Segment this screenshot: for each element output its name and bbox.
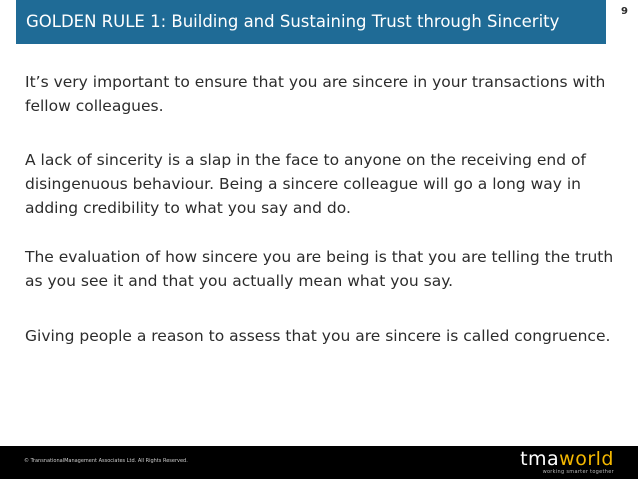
paragraph-2: A lack of sincerity is a slap in the face to anyone on the receiving end of disingenuous behaviour. Being a sincere colleague will go a long way in adding credibility to what you say and do. (25, 151, 586, 217)
tmaworld-logo (520, 449, 614, 475)
logo-wordmark (520, 449, 614, 469)
logo-tagline: working smarter together (542, 469, 614, 475)
paragraph-1: It’s very important to ensure that you are sincere in your transactions with fellow colleagues. (25, 73, 606, 115)
slide-footer (0, 446, 638, 479)
paragraph-4: Giving people a reason to assess that you are sincere is called congruence. (25, 327, 611, 345)
copyright-notice: © TransnationalManagement Associates Ltd. All Rights Reserved. (24, 458, 188, 464)
logo-text-main: tma (520, 448, 560, 470)
page-number: 9 (621, 6, 628, 17)
paragraph-3: The evaluation of how sincere you are being is that you are telling the truth as you see it and that you actually mean what you say. (25, 248, 614, 290)
slide-title: GOLDEN RULE 1: Building and Sustaining Trust through Sincerity (26, 12, 560, 31)
logo-text-accent: world (559, 448, 614, 470)
slide-header (16, 0, 606, 44)
